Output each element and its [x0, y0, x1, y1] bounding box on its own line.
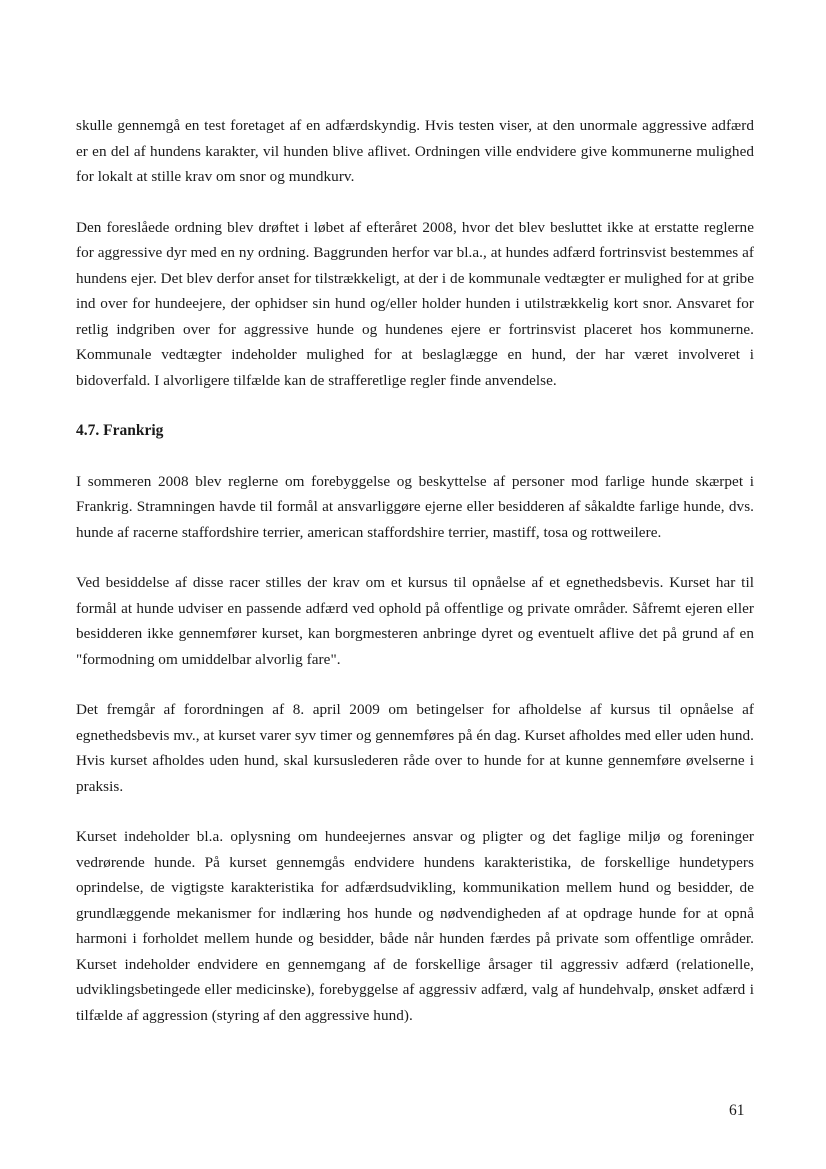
paragraph-course-content: Kurset indeholder bl.a. oplysning om hundeejernes ansvar og pligter og det faglige miljø og foreninger vedrørende hunde. På kurset gennemgås endvidere hundens karakteristika, de forskellige hundetypers oprindelse, de vigtigste karakteristika for adfærdsudvikling, kommunikation mellem hund og besidder, de grundlæggende mekanismer for indlæring hos hunde og nødvendigheden af at opdrage hunde for at opnå harmoni i forholdet mellem hunde og besidder, både når hunden færdes på private som offentlige områder. Kurset indeholder endvidere en gennemgang af de forskellige årsager til aggressiv adfærd (relationelle, udviklingsbetingede eller medicinske), forebyggelse af aggressiv adfærd, valg af hundehvalp, ønsket adfærd i tilfælde af aggression (styring af den aggressive hund). — [76, 828, 754, 1024]
paragraph-course-requirement: Ved besiddelse af disse racer stilles der krav om et kursus til opnåelse af et egnethedsbevis. Kurset har til formål at hunde udviser en passende adfærd ved ophold på offentlige og private områder. Såfremt ejeren eller besidderen ikke gennemfører kurset, kan borgmesteren anbringe dyret og eventuelt aflive det på grund af en "formodning om umiddelbar alvorlig fare". — [76, 574, 754, 668]
page-body — [76, 113, 754, 1028]
paragraph-spacer — [76, 190, 754, 215]
paragraph-spacer — [76, 672, 754, 697]
paragraph-spacer — [76, 799, 754, 824]
page-number: 61 — [729, 1102, 745, 1119]
section-heading: 4.7. Frankrig — [76, 422, 164, 439]
paragraph-continued: skulle gennemgå en test foretaget af en adfærdskyndig. Hvis testen viser, at den unormale aggressive adfærd er en del af hundens karakter, vil hunden blive aflivet. Ordningen ville endvidere give kommunerne mulighed for lokalt at stille krav om snor og mundkurv. — [76, 117, 754, 185]
paragraph-proposed-scheme: Den foreslåede ordning blev drøftet i løbet af efteråret 2008, hvor det blev besluttet ikke at erstatte reglerne for aggressive dyr med en ny ordning. Baggrunden herfor var bl.a., at hundes adfærd fortrinsvist bestemmes af hundens ejer. Det blev derfor anset for tilstrækkeligt, at der i de kommunale vedtægter er mulighed for at gribe ind over for hundeejere, der ophidser sin hund og/eller holder hunden i utilstrækkelig kort snor. Ansvaret for retlig indgriben over for aggressive hunde og hundenes ejere er fortrinsvist placeret hos kommunerne. Kommunale vedtægter indeholder mulighed for at beslaglægge en hund, der har været involveret i bidoverfald. I alvorligere tilfælde kan de strafferetlige regler finde anvendelse. — [76, 218, 754, 389]
paragraph-course-duration: Det fremgår af forordningen af 8. april 2009 om betingelser for afholdelse af kursus til opnåelse af egnethedsbevis mv., at kurset varer syv timer og gennemføres på én dag. Kurset afholdes med eller uden hund. Hvis kurset afholdes uden hund, skal kursuslederen råde over to hunde for at kunne gennemføre øvelserne i praksis. — [76, 701, 754, 795]
paragraph-spacer — [76, 545, 754, 570]
paragraph-france-rules: I sommeren 2008 blev reglerne om forebyggelse og beskyttelse af personer mod farlige hunde skærpet i Frankrig. Stramningen havde til formål at ansvarliggøre ejerne eller besidderen af såkaldte farlige hunde, dvs. hunde af racerne staffordshire terrier, american staffordshire terrier, mastiff, tosa og rottweilere. — [76, 472, 754, 541]
paragraph-spacer — [76, 393, 754, 418]
paragraph-spacer — [76, 444, 754, 469]
